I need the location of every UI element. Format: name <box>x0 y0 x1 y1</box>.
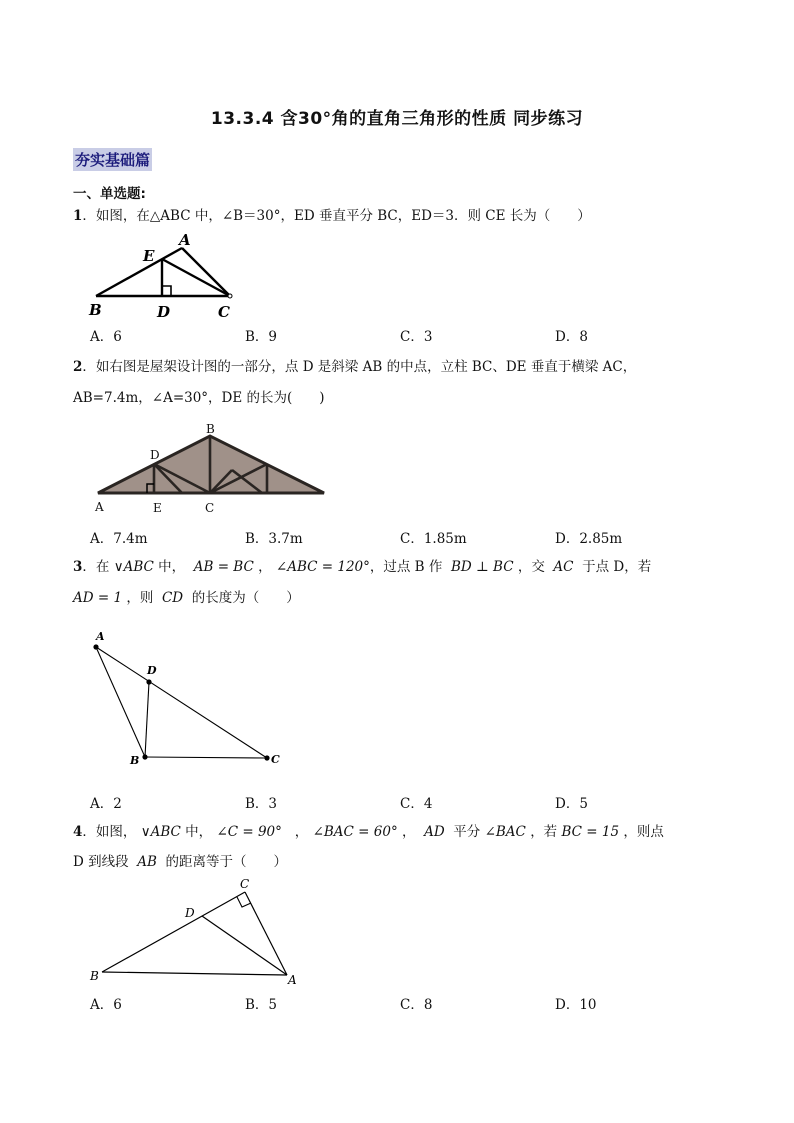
question-1-figure <box>85 228 245 320</box>
figure-label-d: D <box>157 303 171 320</box>
question-1-text <box>73 206 591 226</box>
figure-label-d: D <box>147 664 157 677</box>
figure-label-b: B <box>90 969 99 983</box>
option-a: A．7.4m <box>90 531 148 547</box>
question-number: 4 <box>73 824 83 840</box>
math-expression: BD ⊥ BC <box>451 559 514 575</box>
figure-label-a: A <box>288 973 297 987</box>
question-3-figure <box>85 628 295 773</box>
option-b: B．9 <box>245 329 278 345</box>
section-label: 夯实基础篇 <box>73 148 152 171</box>
question-3-text-line-2 <box>73 588 300 608</box>
math-triangle: ∨ABC <box>140 824 181 840</box>
question-2-figure <box>92 418 332 518</box>
option-c: C．3 <box>400 329 433 345</box>
question-number: 3 <box>73 559 83 575</box>
option-a: A．2 <box>90 796 122 812</box>
figure-label-b: B <box>89 301 102 319</box>
question-4-figure <box>85 876 310 991</box>
question-4-text-line-2 <box>73 852 287 872</box>
figure-label-c: C <box>240 877 250 891</box>
figure-label-d: D <box>150 448 160 462</box>
option-d: D．2.85m <box>555 531 623 547</box>
text-segment: ，则点 <box>623 824 664 840</box>
math-expression: CD <box>161 590 184 606</box>
figure-label-e: E <box>143 247 155 265</box>
math-expression: AC <box>553 559 574 575</box>
figure-label-d: D <box>185 906 195 920</box>
text-segment: ， <box>294 824 309 840</box>
text-segment: ， <box>258 559 272 575</box>
question-3-text <box>73 557 651 577</box>
text-segment: 中， <box>158 559 186 575</box>
figure-label-b: B <box>206 422 215 436</box>
math-expression: AB <box>137 854 157 870</box>
option-c: C．1.85m <box>400 531 467 547</box>
text-segment: ， <box>402 824 416 840</box>
question-2-text-line-2: AB=7.4m，∠A=30°，DE 的长为( ) <box>73 390 325 406</box>
text-segment: 中， <box>185 824 213 840</box>
text-segment: ，则 <box>126 590 154 606</box>
page-title: 13.3.4 含30°角的直角三角形的性质 同步练习 <box>210 109 584 129</box>
option-d: D．10 <box>555 997 597 1013</box>
math-expression: AB = BC <box>193 559 254 575</box>
text-segment: ，交 <box>517 559 545 575</box>
text-segment: ．如图， <box>82 824 137 840</box>
figure-label-c: C <box>218 303 230 320</box>
question-2-text <box>73 357 636 377</box>
figure-label-c: C <box>271 753 280 766</box>
math-expression: ∠BAC = 60° <box>312 824 398 840</box>
math-expression: ∠BAC <box>484 824 526 840</box>
question-number: 1 <box>73 208 83 224</box>
text-segment: 的长度为（ ） <box>191 590 300 606</box>
question-type-heading: 一、单选题: <box>73 186 146 202</box>
option-b: B．3 <box>245 796 278 812</box>
math-expression: AD <box>424 824 445 840</box>
figure-label-a: A <box>179 231 191 249</box>
question-4-text <box>73 822 664 842</box>
figure-label-c: C <box>205 501 215 515</box>
question-stem: ．如图，在△ABC 中，∠B＝30°，ED 垂直平分 BC，ED＝3．则 CE 长为（ ） <box>82 208 591 224</box>
math-expression: AD = 1 <box>73 590 123 606</box>
option-a: A．6 <box>90 329 122 345</box>
text-segment: ．在 <box>82 559 110 575</box>
option-c: C．4 <box>400 796 433 812</box>
question-stem-line-1: ．如右图是屋架设计图的一部分，点 D 是斜梁 AB 的中点，立柱 BC、DE 垂直于横梁 AC， <box>82 359 637 375</box>
option-b: B．5 <box>245 997 278 1013</box>
figure-label-e: E <box>153 501 162 515</box>
option-d: D．8 <box>555 329 588 345</box>
option-b: B．3.7m <box>245 531 303 547</box>
text-segment: 于点 D，若 <box>582 559 652 575</box>
text-segment: 的距离等于（ ） <box>165 854 287 870</box>
math-expression: ∠C = 90° <box>216 824 282 840</box>
figure-label-a: A <box>95 500 104 514</box>
option-a: A．6 <box>90 997 122 1013</box>
figure-label-b: B <box>130 754 140 767</box>
figure-label-a: A <box>96 630 105 643</box>
text-segment: D 到线段 <box>73 854 129 870</box>
math-expression: BC = 15 <box>561 824 620 840</box>
text-segment: 平分 <box>453 824 481 840</box>
option-c: C．8 <box>400 997 433 1013</box>
math-triangle: ∨ABC <box>113 559 154 575</box>
text-segment: ，过点 B 作 <box>369 559 443 575</box>
text-segment: ，若 <box>530 824 558 840</box>
option-d: D．5 <box>555 796 588 812</box>
math-expression: ∠ABC = 120° <box>275 559 370 575</box>
question-number: 2 <box>73 359 83 375</box>
